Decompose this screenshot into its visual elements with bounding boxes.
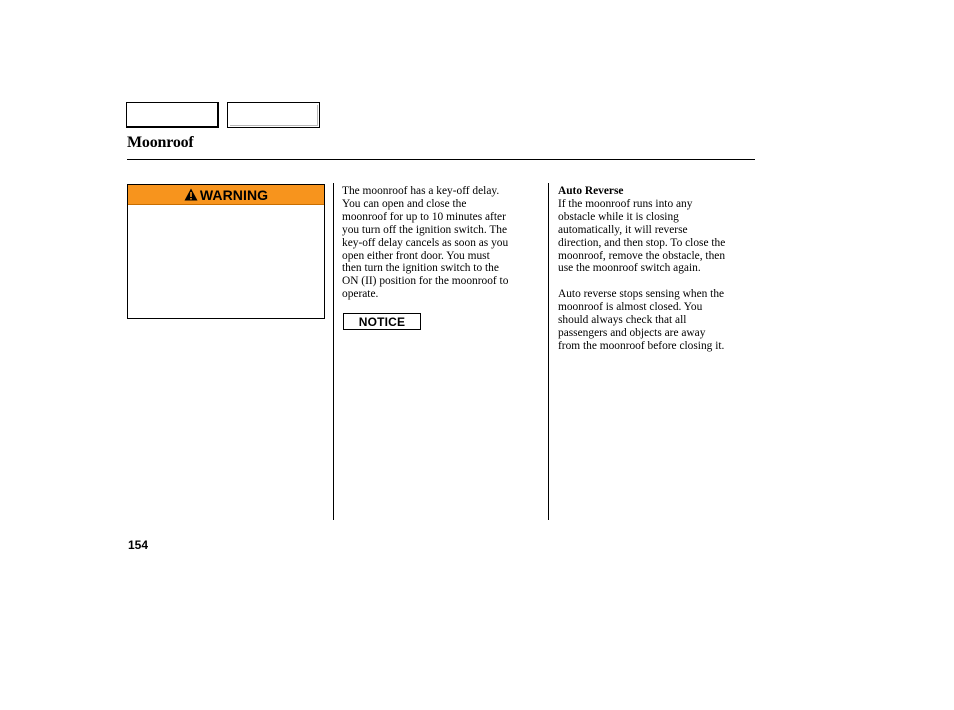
paragraph-gap	[558, 275, 725, 288]
right-column-text	[558, 185, 725, 353]
middle-column-text	[342, 185, 508, 301]
body-line: You can open and close the	[342, 197, 467, 210]
body-line: moonroof, remove the obstacle, then	[558, 249, 726, 262]
body-line: passengers and objects are away	[558, 326, 706, 339]
body-line: you turn off the ignition switch. The	[342, 223, 508, 236]
main-menu-tab[interactable]	[126, 102, 219, 128]
body-line: open either front door. You must	[342, 249, 490, 262]
body-line: from the moonroof before closing it.	[558, 339, 725, 352]
warning-header	[128, 185, 324, 205]
title-divider	[127, 159, 755, 160]
page-title: Moonroof	[127, 134, 194, 151]
column-divider	[333, 183, 334, 520]
body-line: then turn the ignition switch to the	[342, 262, 499, 275]
body-line: direction, and then stop. To close the	[558, 236, 726, 249]
body-line: ON (II) position for the moonroof to	[342, 275, 509, 288]
body-line: operate.	[342, 288, 379, 301]
warning-box	[127, 184, 325, 319]
body-line: Auto reverse stops sensing when the	[558, 288, 725, 301]
notice-box	[343, 313, 421, 330]
body-line: moonroof is almost closed. You	[558, 301, 703, 314]
body-line: use the moonroof switch again.	[558, 262, 701, 275]
notice-label: NOTICE	[358, 314, 406, 329]
index-tab[interactable]	[227, 102, 320, 128]
column-divider	[548, 183, 549, 520]
warning-label: WARNING	[199, 186, 269, 203]
section-heading: Auto Reverse	[558, 185, 624, 197]
body-line: automatically, it will reverse	[558, 223, 688, 236]
body-line: If the moonroof runs into any	[558, 197, 693, 210]
body-line: obstacle while it is closing	[558, 210, 679, 223]
warning-triangle-icon	[184, 188, 198, 201]
body-line: key-off delay cancels as soon as you	[342, 236, 509, 249]
body-line: The moonroof has a key-off delay.	[342, 185, 500, 197]
body-line: moonroof for up to 10 minutes after	[342, 210, 506, 223]
body-line: should always check that all	[558, 314, 687, 327]
page-number: 154	[128, 538, 149, 552]
